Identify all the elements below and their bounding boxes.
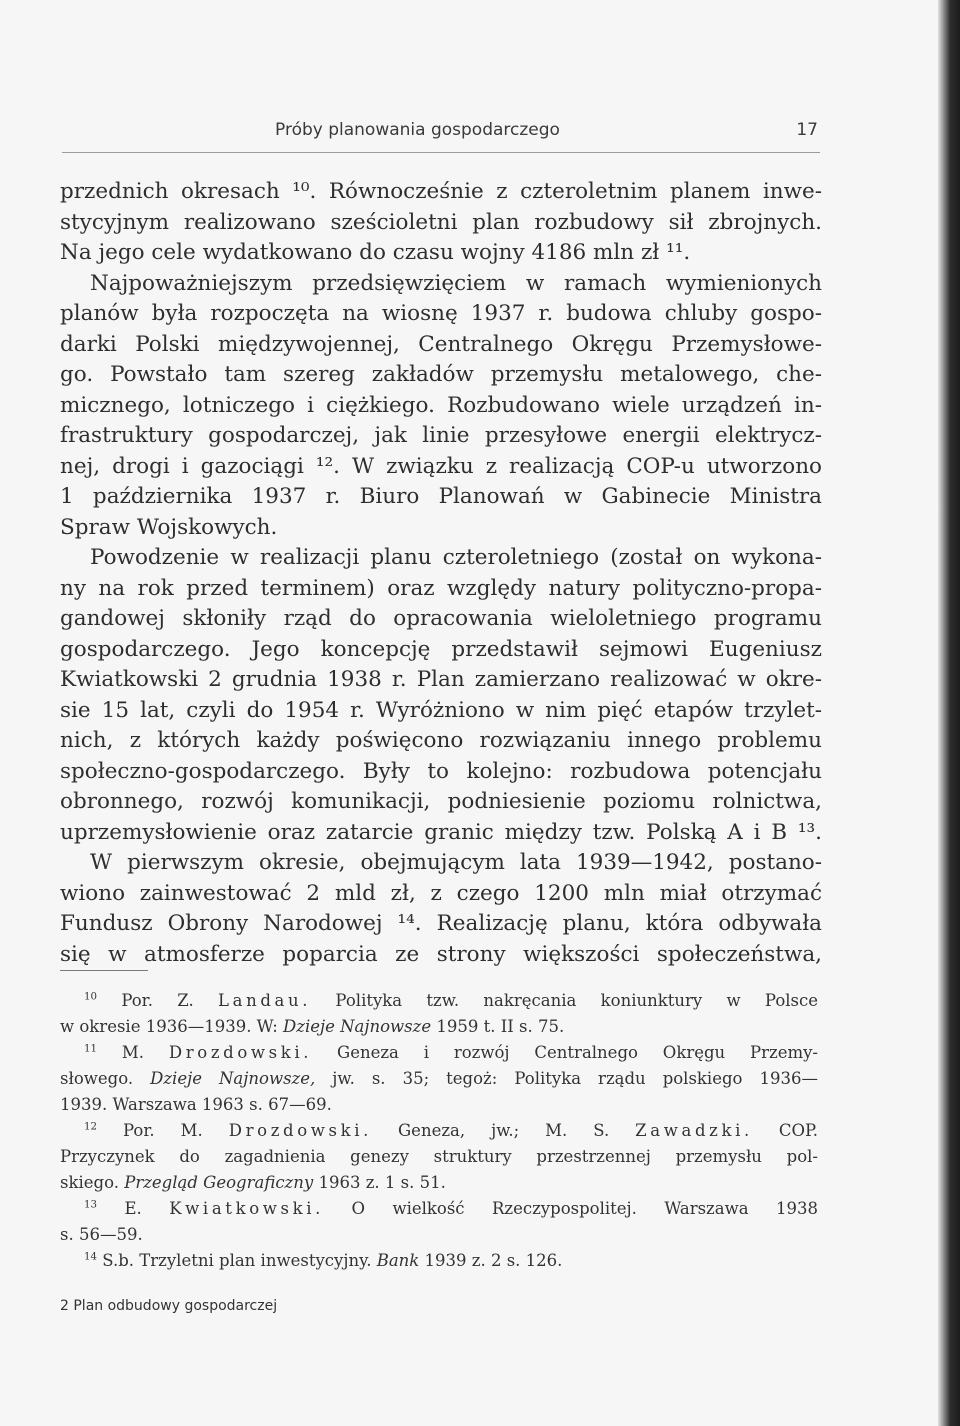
footnote-11-line-3: 1939. Warszawa 1963 s. 67—69. (60, 1095, 332, 1114)
footnotes (60, 988, 818, 1274)
footnote-12-line-2: Przyczynek do zagadnienia genezy struktury przestrzennej przemysłu pol- (60, 1147, 818, 1166)
page-edge-shadow (938, 0, 960, 1426)
body-line: micznego, lotniczego i ciężkiego. Rozbudowano wiele urządzeń in- (60, 392, 822, 418)
body-line: 1 października 1937 r. Biuro Planowań w Gabinecie Ministra (60, 484, 822, 509)
body-line: nej, drogi i gazociągi ¹². W związku z realizacją COP-u utworzono (60, 453, 822, 479)
body-line: Powodzenie w realizacji planu czteroletniego (został on wykona- (90, 545, 822, 570)
body-line: darki Polski międzywojennej, Centralnego Okręgu Przemysłowe- (60, 331, 822, 357)
body-line: wiono zainwestować 2 mld zł, z czego 1200 mln miał otrzymać (60, 880, 822, 906)
body-line: się w atmosferze poparcia ze strony większości społeczeństwa, (60, 941, 822, 967)
sheet-signature: 2 Plan odbudowy gospodarczej (60, 1298, 278, 1314)
body-line: Spraw Wojskowych. (60, 514, 278, 540)
footnote-separator (60, 970, 148, 971)
body-line: nich, z których każdy poświęcono rozwiązaniu innego problemu (60, 728, 822, 753)
body-line: W pierwszym okresie, obejmującym lata 1939—1942, postano- (90, 850, 822, 875)
footnote-12-line-3: skiego. Przegląd Geograficzny 1963 z. 1 s. 51. (60, 1173, 446, 1192)
body-line: obronnego, rozwój komunikacji, podniesienie poziomu rolnictwa, (60, 789, 822, 814)
footnote-13-line-2: s. 56—59. (60, 1225, 143, 1244)
body-line: gandowej skłoniły rząd do opracowania wieloletniego programu (60, 606, 822, 631)
footnote-11-line-2: słowego. Dzieje Najnowsze, jw. s. 35; tegoż: Polityka rządu polskiego 1936— (60, 1069, 818, 1088)
footnote-12-line-1: $^{12}$ Por. M. Drozdowski. Geneza, jw.; M. S. Zawadzki. COP. (84, 1121, 818, 1140)
body-line: sie 15 lat, czyli do 1954 r. Wyróżniono w nim pięć etapów trzylet- (60, 697, 822, 723)
body-line: gospodarczego. Jego koncepcję przedstawił sejmowi Eugeniusz (60, 636, 822, 662)
footnote-11-line-1: $^{11}$ M. Drozdowski. Geneza i rozwój Centralnego Okręgu Przemy- (84, 1043, 818, 1062)
body-line: Fundusz Obrony Narodowej ¹⁴. Realizację planu, która odbywała (60, 911, 822, 936)
running-header (62, 118, 820, 153)
page-number: 17 (796, 120, 818, 140)
main-text (60, 177, 822, 970)
footnote-10-line-2: w okresie 1936—1939. W: Dzieje Najnowsze 1959 t. II s. 75. (60, 1017, 565, 1036)
body-line: Na jego cele wydatkowano do czasu wojny 4186 mln zł ¹¹. (60, 240, 691, 265)
body-line: uprzemysłowienie oraz zatarcie granic między tzw. Polską A i B ¹³. (60, 819, 822, 845)
body-line: frastruktury gospodarczej, jak linie przesyłowe energii elektrycz- (60, 423, 822, 448)
footnote-13-line-1: $^{13}$ E. Kwiatkowski. O wielkość Rzeczypospolitej. Warszawa 1938 (84, 1199, 818, 1218)
body-line: ny na rok przed terminem) oraz względy natury polityczno-propa- (60, 575, 822, 601)
running-title: Próby planowania gospodarczego (275, 120, 560, 140)
body-line: planów była rozpoczęta na wiosnę 1937 r. budowa chluby gospo- (60, 301, 822, 326)
body-line: społeczno-gospodarczego. Były to kolejno: rozbudowa potencjału (60, 758, 822, 784)
body-line: Najpoważniejszym przedsięwzięciem w ramach wymienionych (90, 270, 822, 296)
body-line: go. Powstało tam szereg zakładów przemysłu metalowego, che- (60, 362, 822, 387)
body-line: Kwiatkowski 2 grudnia 1938 r. Plan zamierzano realizować w okre- (60, 667, 822, 692)
footnote-10-line-1: $^{10}$ Por. Z. Landau. Polityka tzw. nakręcania koniunktury w Polsce (84, 991, 818, 1010)
body-line: stycyjnym realizowano sześcioletni plan rozbudowy sił zbrojnych. (60, 209, 822, 235)
body-line: przednich okresach ¹⁰. Równocześnie z czteroletnim planem inwe- (60, 179, 822, 204)
footnote-14-line-1: $^{14}$ S.b. Trzyletni plan inwestycyjny. Bank 1939 z. 2 s. 126. (84, 1251, 563, 1270)
